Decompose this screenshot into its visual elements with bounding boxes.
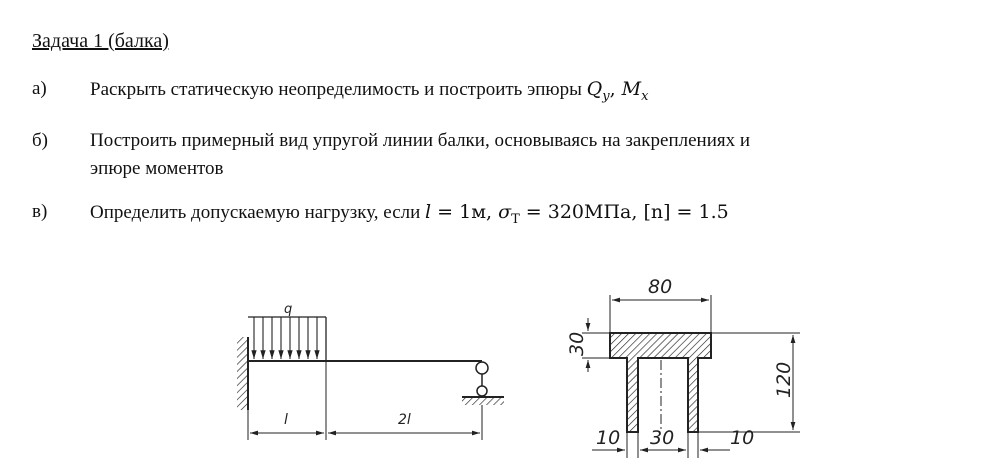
pin-support: [462, 362, 504, 405]
span2-label: 2l: [398, 412, 411, 428]
item-b-line2: эпюре моментов: [90, 158, 224, 179]
section-wall-left-label: 10: [596, 427, 621, 449]
load-label: q: [284, 302, 293, 317]
item-a-text: Раскрыть статическую неопределимость и построить эпюры: [90, 79, 587, 100]
item-c-label: в): [32, 201, 48, 222]
fixed-support: [237, 337, 248, 410]
load-arrows: [254, 317, 317, 359]
item-a-label: а): [32, 78, 47, 99]
section-width-label: 80: [648, 276, 673, 298]
item-b-line1: Построить примерный вид упругой линии балки, основываясь на закреплениях и: [90, 130, 751, 151]
item-b-label: б): [32, 130, 48, 151]
section-height-label: 120: [773, 361, 795, 398]
section-gap-label: 30: [650, 427, 675, 449]
task-title: Задача 1 (балка): [32, 30, 169, 52]
span1-label: l: [284, 412, 288, 428]
section-wall-right-label: 10: [730, 427, 755, 449]
span-dimensions: [248, 361, 482, 440]
distributed-load: [248, 317, 326, 361]
item-c-text: Определить допускаемую нагрузку, если: [90, 202, 426, 223]
section-flange-label: 30: [566, 331, 588, 356]
